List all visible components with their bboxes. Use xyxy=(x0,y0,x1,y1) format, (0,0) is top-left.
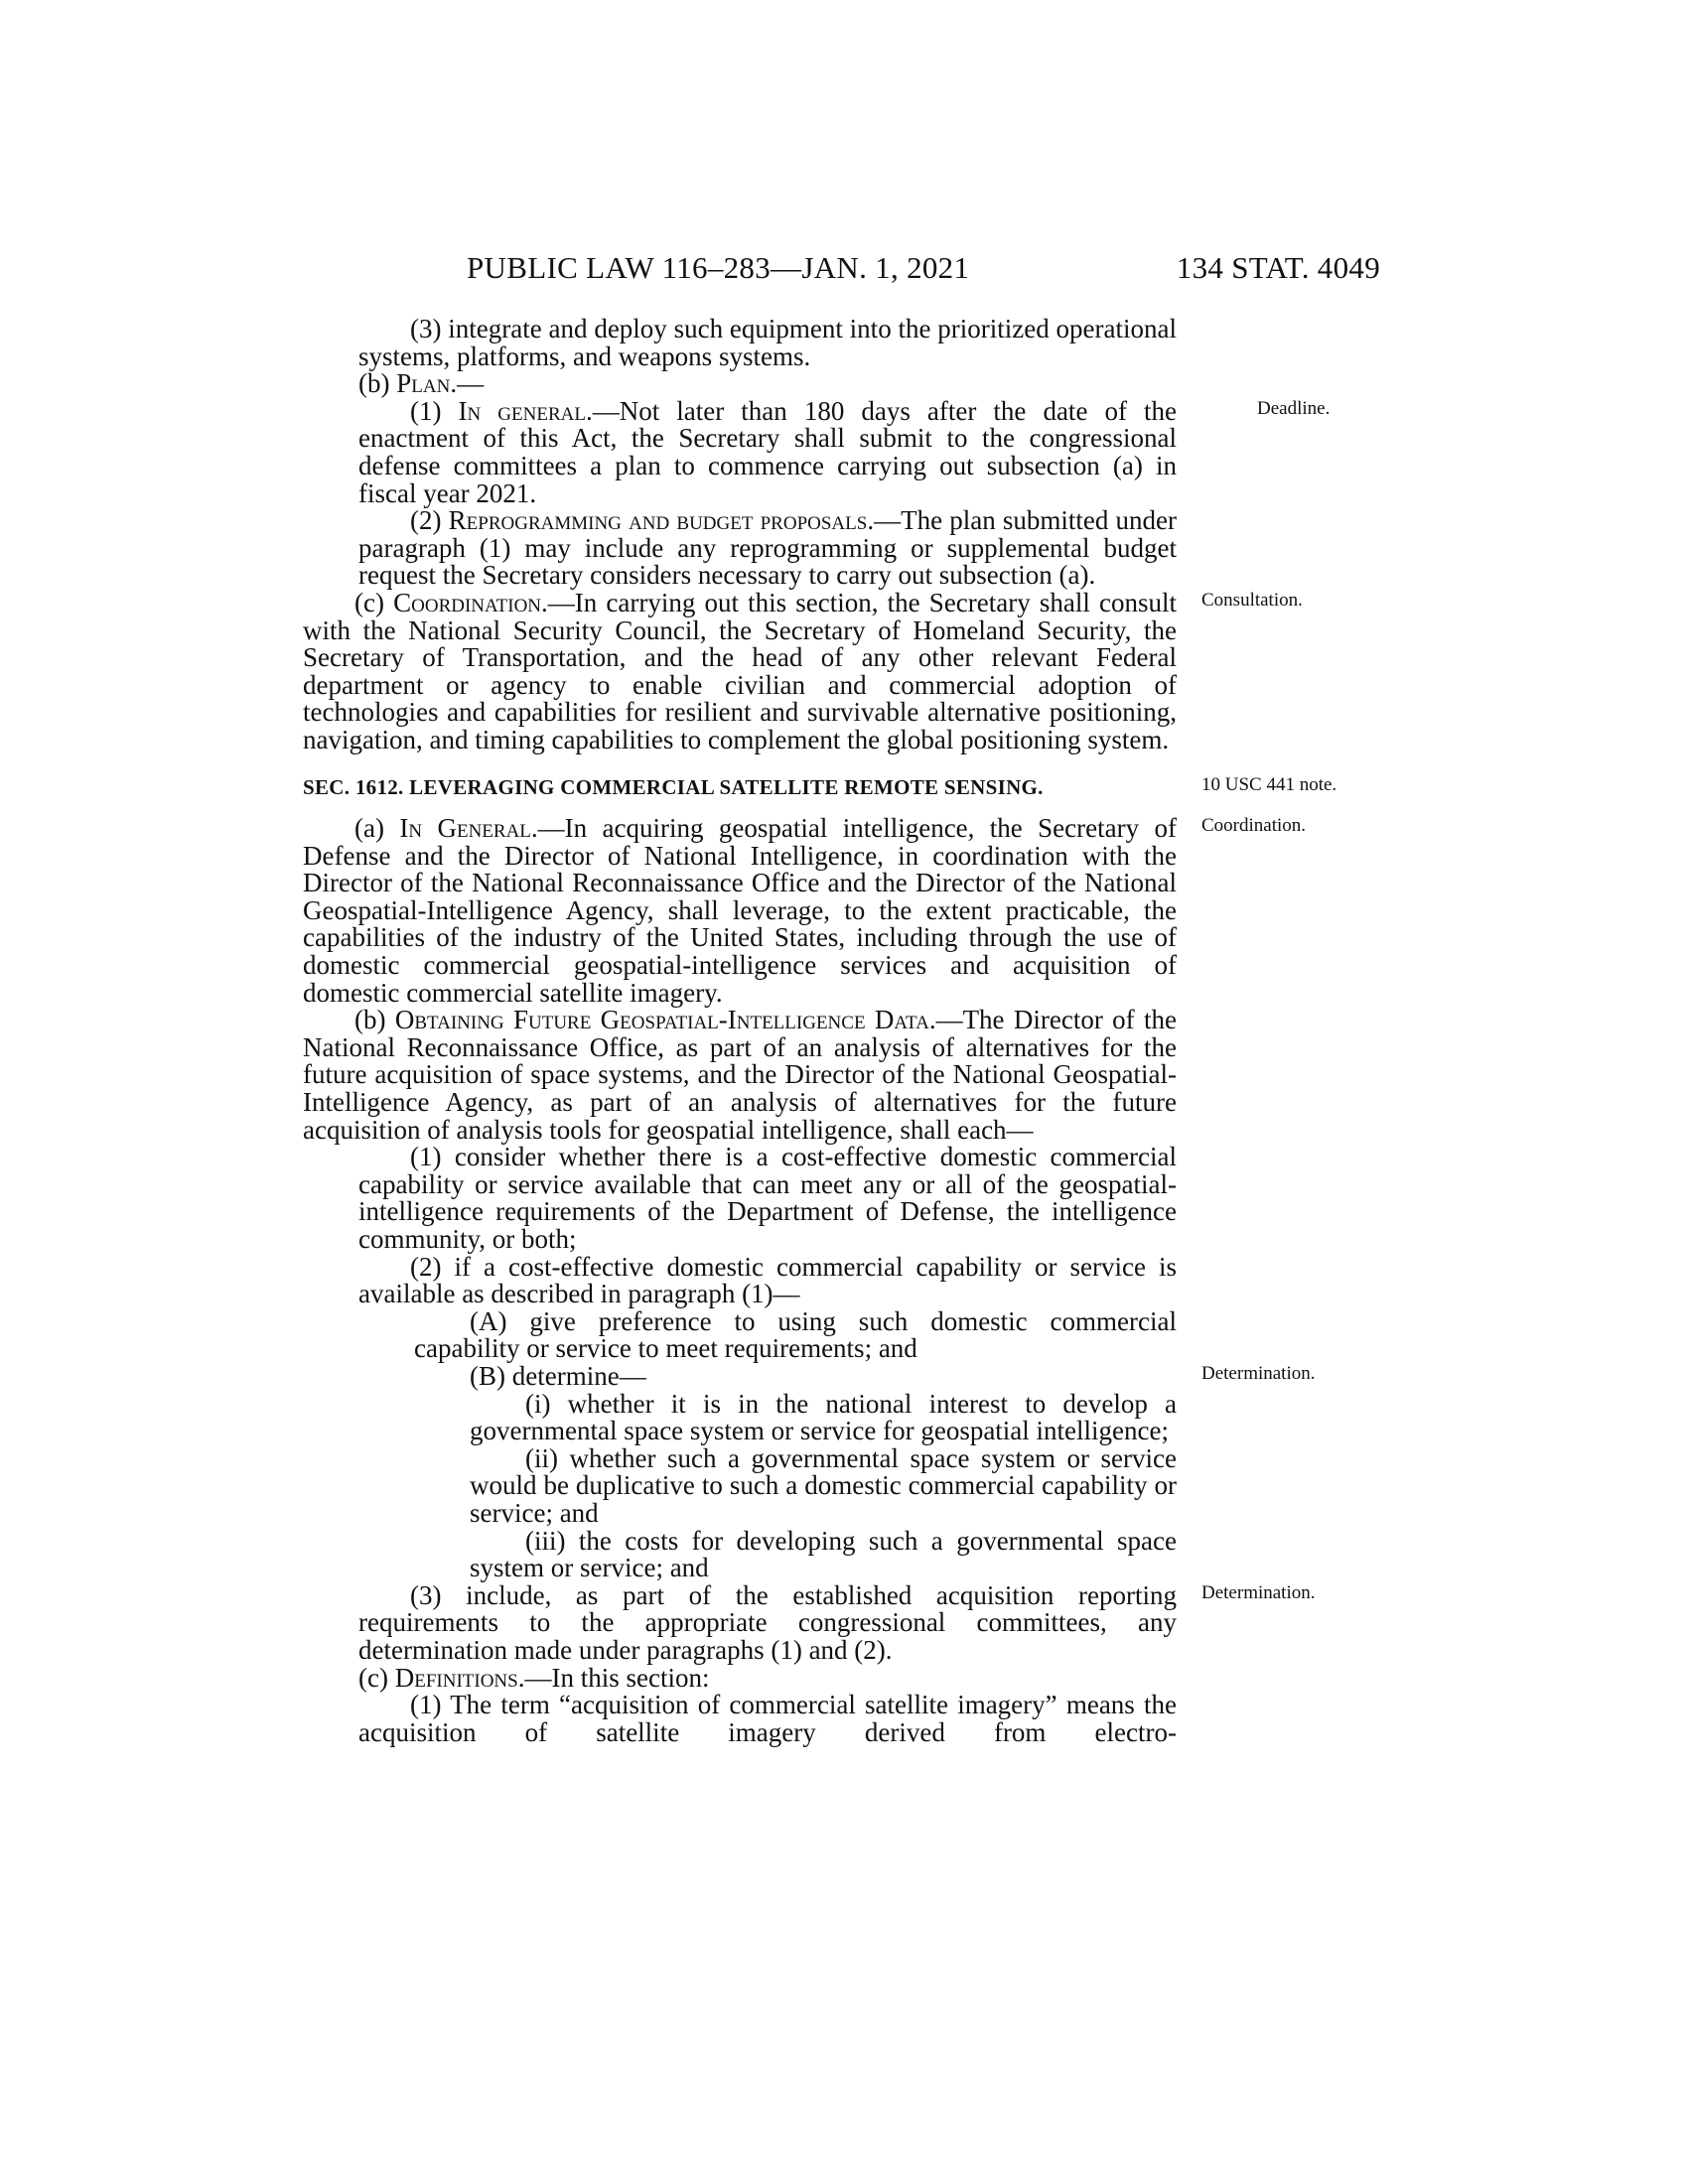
paragraph-s-b3 xyxy=(358,1579,1316,1665)
paragraph-text: (3) integrate and deploy such equipment into the prioritized operational systems, platforms, and weapons systems. xyxy=(358,314,1177,371)
heading-text: In general xyxy=(458,395,586,426)
heading-text: Coordination xyxy=(393,587,542,617)
paragraph-text: (iii) the costs for developing such a governmental space system or service; and xyxy=(470,1525,1177,1583)
heading-dash: .— xyxy=(450,368,485,399)
clause-s-b2Bii xyxy=(470,1442,1177,1528)
paragraph-text: (1) The term “acquisition of commercial satellite imagery” means the acquisition of satellite imagery derived from electro- xyxy=(358,1690,1177,1747)
paragraph-text: (1) consider whether there is a cost-effective domestic commercial capability or service available that can meet any or all of the geospatial-intelligence requirements of the Department of Defense, the intelligence community, or both; xyxy=(358,1142,1177,1254)
heading-text: Obtaining Future Geospatial-Intelligence Data xyxy=(394,1005,929,1035)
heading-text: Definitions xyxy=(394,1662,518,1693)
section-heading xyxy=(303,773,1337,802)
margin-note-determination-2: Determination. xyxy=(1201,1581,1316,1603)
paragraph-b2 xyxy=(358,507,1177,590)
paragraph-text: .—Not later than 180 days after the date of the enactment of this Act, the Secretary shall submit to the congressional defense committees a plan to commence carrying out subsection (a) in fiscal year 2021. xyxy=(358,395,1178,508)
enum: (c) xyxy=(354,587,394,617)
enum: (c) xyxy=(358,1662,395,1693)
statute-page-number: 134 STAT. 4049 xyxy=(1176,250,1380,285)
enum: (b) xyxy=(358,368,397,399)
paragraph-text: .—In this section: xyxy=(517,1662,710,1693)
margin-note-consultation: Consultation. xyxy=(1201,589,1303,611)
margin-note-determination-1: Determination. xyxy=(1201,1362,1316,1384)
document-body xyxy=(303,314,1337,1747)
clause-s-b2Biii xyxy=(470,1525,1177,1583)
subparagraph-s-b2B xyxy=(414,1360,1316,1391)
subparagraph-s-b2A xyxy=(414,1305,1177,1364)
running-head-title: PUBLIC LAW 116–283—JAN. 1, 2021 xyxy=(467,250,970,285)
paragraph-text: .—The plan submitted under paragraph (1) may include any reprogramming or supplemental budget request the Secretary considers necessary to carry out subsection (a). xyxy=(358,505,1178,591)
paragraph-text: .—In acquiring geospatial intelligence, the Secretary of Defense and the Director of National Intelligence, in coordination with the Director of the National Reconnaissance Office and the Director of the National Geospatial-Intelligence Agency, shall leverage, to the extent practicable, the capabilities of the industry of the United States, including through the use of domestic commercial geospatial-intelligence services and acquisition of domestic commercial satellite imagery. xyxy=(303,813,1177,1008)
paragraph-s-b2 xyxy=(358,1251,1177,1309)
paragraph-text: .—The Director of the National Reconnaissance Office, as part of an analysis of alternatives for the future acquisition of space systems, and the Director of the National Geospatial-Intelligence Agency, as part of an analysis of alternatives for the future acquisition of analysis tools for geospatial intelligence, shall each— xyxy=(303,1005,1178,1145)
section-subsection-c xyxy=(358,1662,1177,1693)
heading-text: Plan xyxy=(396,368,451,399)
margin-note-deadline: Deadline. xyxy=(1257,397,1331,419)
section-subsection-b xyxy=(303,1007,1177,1144)
page-header xyxy=(467,250,1380,290)
subsection-c xyxy=(303,587,1303,754)
section-subsection-a xyxy=(303,813,1307,1008)
paragraph-text: (B) determine— xyxy=(470,1360,646,1391)
paragraph-text: (3) include, as part of the established acquisition reporting requirements to the appropriate congressional committees, any determination made under paragraphs (1) and (2). xyxy=(358,1579,1177,1665)
paragraph-text: (A) give preference to using such domestic commercial capability or service to meet requirements; and xyxy=(414,1305,1177,1364)
margin-note-coordination: Coordination. xyxy=(1201,815,1307,837)
paragraph-text: (ii) whether such a governmental space system or service would be duplicative to such a domestic commercial capability or service; and xyxy=(470,1442,1177,1528)
paragraph-s-c1 xyxy=(358,1692,1177,1746)
subsection-b-heading xyxy=(358,370,1177,398)
heading-text: In General xyxy=(399,813,531,844)
enum: (1) xyxy=(410,395,459,426)
paragraph-text: .—In carrying out this section, the Secretary shall consult with the National Security Council, the Secretary of Homeland Security, the Secretary of Transportation, and the head of any other relevant Federal department or agency to enable civilian and commercial adoption of technologies and capabilities for resilient and survivable alternative positioning, navigation, and timing capabilities to complement the global positioning system. xyxy=(303,587,1178,754)
heading-text: Reprogramming and budget proposals xyxy=(448,505,868,536)
section-title: SEC. 1612. LEVERAGING COMMERCIAL SATELLITE REMOTE SENSING. xyxy=(303,774,1044,799)
clause-s-b2Bi xyxy=(470,1388,1177,1446)
enum: (b) xyxy=(354,1005,395,1035)
enum: (a) xyxy=(354,813,400,844)
paragraph-a3 xyxy=(358,316,1177,370)
margin-note-usc: 10 USC 441 note. xyxy=(1201,773,1337,795)
paragraph-s-b1 xyxy=(358,1144,1177,1253)
enum: (2) xyxy=(410,505,449,536)
paragraph-b1 xyxy=(358,395,1331,508)
paragraph-text: (2) if a cost-effective domestic commercial capability or service is available as described in paragraph (1)— xyxy=(358,1251,1177,1309)
paragraph-text: (i) whether it is in the national interest to develop a governmental space system or service for geospatial intelligence; xyxy=(470,1388,1177,1446)
